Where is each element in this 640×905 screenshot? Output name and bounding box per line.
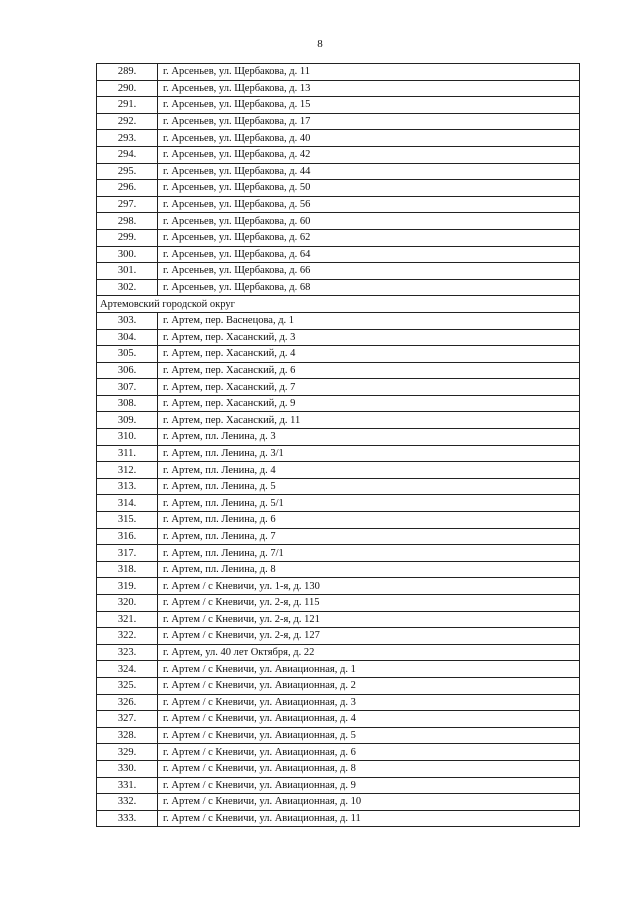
- row-address: г. Артем / с Кневичи, ул. Авиационная, д. 4: [158, 711, 580, 728]
- row-number: 297.: [97, 196, 158, 213]
- table-row: [97, 395, 580, 412]
- table-row: [97, 711, 580, 728]
- table-row: [97, 628, 580, 645]
- row-number: 301.: [97, 263, 158, 280]
- row-number: 330.: [97, 760, 158, 777]
- address-table-body: [97, 64, 580, 827]
- row-number: 290.: [97, 80, 158, 97]
- table-row: [97, 727, 580, 744]
- row-address: г. Артем / с Кневичи, ул. Авиационная, д. 9: [158, 777, 580, 794]
- table-row: [97, 263, 580, 280]
- row-address: г. Арсеньев, ул. Щербакова, д. 62: [158, 229, 580, 246]
- table-row: [97, 545, 580, 562]
- row-address: г. Артем, пл. Ленина, д. 5: [158, 478, 580, 495]
- table-row: [97, 528, 580, 545]
- table-row: [97, 64, 580, 81]
- row-number: 325.: [97, 677, 158, 694]
- row-number: 317.: [97, 545, 158, 562]
- row-number: 314.: [97, 495, 158, 512]
- table-row: [97, 146, 580, 163]
- row-number: 313.: [97, 478, 158, 495]
- row-number: 326.: [97, 694, 158, 711]
- row-address: г. Артем / с Кневичи, ул. Авиационная, д. 8: [158, 760, 580, 777]
- table-row: [97, 412, 580, 429]
- row-address: г. Артем / с Кневичи, ул. Авиационная, д. 6: [158, 744, 580, 761]
- row-number: 293.: [97, 130, 158, 147]
- table-row: [97, 329, 580, 346]
- table-row: [97, 279, 580, 296]
- row-number: 296.: [97, 180, 158, 197]
- table-row: [97, 595, 580, 612]
- row-address: г. Артем / с Кневичи, ул. Авиационная, д. 10: [158, 794, 580, 811]
- table-row: [97, 810, 580, 827]
- row-address: г. Артем / с Кневичи, ул. Авиационная, д. 2: [158, 677, 580, 694]
- row-address: г. Артем, пл. Ленина, д. 3: [158, 429, 580, 446]
- table-row: [97, 644, 580, 661]
- row-address: г. Арсеньев, ул. Щербакова, д. 68: [158, 279, 580, 296]
- table-row: [97, 744, 580, 761]
- row-number: 323.: [97, 644, 158, 661]
- row-number: 295.: [97, 163, 158, 180]
- table-row: [97, 495, 580, 512]
- row-number: 298.: [97, 213, 158, 230]
- row-address: г. Артем, пл. Ленина, д. 4: [158, 462, 580, 479]
- table-row: [97, 229, 580, 246]
- table-row: [97, 777, 580, 794]
- row-number: 307.: [97, 379, 158, 396]
- table-row: [97, 429, 580, 446]
- row-number: 308.: [97, 395, 158, 412]
- row-address: г. Арсеньев, ул. Щербакова, д. 13: [158, 80, 580, 97]
- row-address: г. Арсеньев, ул. Щербакова, д. 42: [158, 146, 580, 163]
- table-row: [97, 196, 580, 213]
- row-address: г. Артем / с Кневичи, ул. 2-я, д. 115: [158, 595, 580, 612]
- row-number: 322.: [97, 628, 158, 645]
- row-number: 311.: [97, 445, 158, 462]
- table-row: [97, 180, 580, 197]
- row-number: 327.: [97, 711, 158, 728]
- row-address: г. Арсеньев, ул. Щербакова, д. 50: [158, 180, 580, 197]
- row-address: г. Артем, пер. Хасанский, д. 11: [158, 412, 580, 429]
- row-number: 302.: [97, 279, 158, 296]
- row-number: 316.: [97, 528, 158, 545]
- table-row: [97, 163, 580, 180]
- row-address: г. Артем, пер. Хасанский, д. 9: [158, 395, 580, 412]
- row-number: 329.: [97, 744, 158, 761]
- row-address: г. Артем / с Кневичи, ул. Авиационная, д. 5: [158, 727, 580, 744]
- row-address: г. Артем, ул. 40 лет Октября, д. 22: [158, 644, 580, 661]
- table-row: [97, 379, 580, 396]
- row-number: 315.: [97, 512, 158, 529]
- table-row: [97, 462, 580, 479]
- row-address: г. Арсеньев, ул. Щербакова, д. 56: [158, 196, 580, 213]
- address-table: [96, 63, 580, 827]
- row-number: 292.: [97, 113, 158, 130]
- row-address: г. Артем / с Кневичи, ул. 1-я, д. 130: [158, 578, 580, 595]
- table-row: [97, 80, 580, 97]
- row-address: г. Артем, пл. Ленина, д. 5/1: [158, 495, 580, 512]
- row-address: г. Арсеньев, ул. Щербакова, д. 15: [158, 97, 580, 114]
- row-number: 318.: [97, 561, 158, 578]
- row-address: г. Артем / с Кневичи, ул. Авиационная, д. 1: [158, 661, 580, 678]
- row-address: г. Артем, пл. Ленина, д. 6: [158, 512, 580, 529]
- row-number: 310.: [97, 429, 158, 446]
- row-number: 331.: [97, 777, 158, 794]
- row-number: 328.: [97, 727, 158, 744]
- table-row: [97, 113, 580, 130]
- section-header-row: [97, 296, 580, 313]
- row-address: г. Арсеньев, ул. Щербакова, д. 17: [158, 113, 580, 130]
- row-number: 299.: [97, 229, 158, 246]
- table-row: [97, 578, 580, 595]
- table-row: [97, 794, 580, 811]
- table-row: [97, 661, 580, 678]
- row-address: г. Арсеньев, ул. Щербакова, д. 60: [158, 213, 580, 230]
- section-title: Артемовский городской округ: [97, 296, 580, 313]
- page-number: 8: [317, 38, 323, 50]
- row-number: 333.: [97, 810, 158, 827]
- table-row: [97, 362, 580, 379]
- row-number: 300.: [97, 246, 158, 263]
- row-number: 304.: [97, 329, 158, 346]
- row-number: 312.: [97, 462, 158, 479]
- row-number: 291.: [97, 97, 158, 114]
- table-row: [97, 97, 580, 114]
- row-number: 320.: [97, 595, 158, 612]
- row-address: г. Артем, пл. Ленина, д. 3/1: [158, 445, 580, 462]
- table-row: [97, 760, 580, 777]
- row-address: г. Артем / с Кневичи, ул. Авиационная, д. 3: [158, 694, 580, 711]
- row-address: г. Артем / с Кневичи, ул. 2-я, д. 121: [158, 611, 580, 628]
- table-row: [97, 312, 580, 329]
- row-address: г. Арсеньев, ул. Щербакова, д. 66: [158, 263, 580, 280]
- row-number: 324.: [97, 661, 158, 678]
- table-row: [97, 346, 580, 363]
- row-number: 306.: [97, 362, 158, 379]
- row-address: г. Артем, пер. Хасанский, д. 6: [158, 362, 580, 379]
- table-row: [97, 445, 580, 462]
- row-address: г. Артем, пл. Ленина, д. 8: [158, 561, 580, 578]
- table-row: [97, 694, 580, 711]
- row-address: г. Артем, пер. Хасанский, д. 3: [158, 329, 580, 346]
- row-address: г. Артем, пер. Хасанский, д. 7: [158, 379, 580, 396]
- row-number: 319.: [97, 578, 158, 595]
- row-address: г. Артем, пл. Ленина, д. 7/1: [158, 545, 580, 562]
- table-row: [97, 677, 580, 694]
- row-number: 321.: [97, 611, 158, 628]
- row-address: г. Артем, пер. Хасанский, д. 4: [158, 346, 580, 363]
- table-row: [97, 561, 580, 578]
- row-address: г. Артем, пер. Васнецова, д. 1: [158, 312, 580, 329]
- row-address: г. Арсеньев, ул. Щербакова, д. 44: [158, 163, 580, 180]
- row-number: 309.: [97, 412, 158, 429]
- row-address: г. Артем, пл. Ленина, д. 7: [158, 528, 580, 545]
- table-row: [97, 611, 580, 628]
- table-row: [97, 478, 580, 495]
- row-address: г. Арсеньев, ул. Щербакова, д. 11: [158, 64, 580, 81]
- table-row: [97, 130, 580, 147]
- row-address: г. Артем / с Кневичи, ул. 2-я, д. 127: [158, 628, 580, 645]
- table-row: [97, 213, 580, 230]
- row-number: 303.: [97, 312, 158, 329]
- table-row: [97, 512, 580, 529]
- row-number: 305.: [97, 346, 158, 363]
- row-number: 332.: [97, 794, 158, 811]
- row-address: г. Арсеньев, ул. Щербакова, д. 40: [158, 130, 580, 147]
- table-row: [97, 246, 580, 263]
- row-address: г. Арсеньев, ул. Щербакова, д. 64: [158, 246, 580, 263]
- row-number: 294.: [97, 146, 158, 163]
- row-number: 289.: [97, 64, 158, 81]
- row-address: г. Артем / с Кневичи, ул. Авиационная, д. 11: [158, 810, 580, 827]
